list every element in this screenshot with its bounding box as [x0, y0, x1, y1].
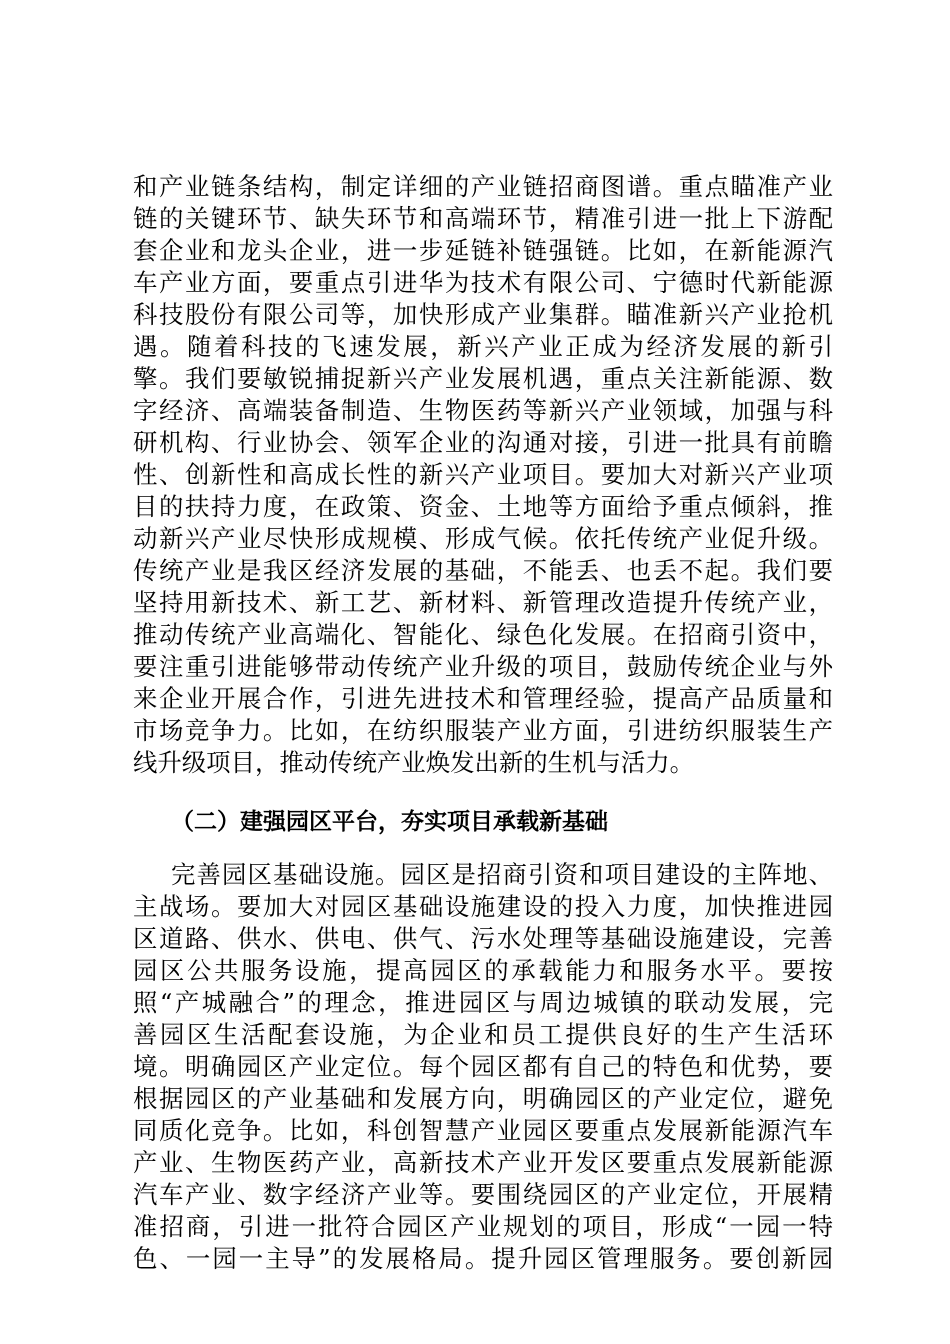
paragraph-line: 要注重引进能够带动传统产业升级的项目，鼓励传统企业与外 — [133, 652, 833, 681]
paragraph-line: 色、一园一主导”的发展格局。提升园区管理服务。要创新园 — [133, 1244, 833, 1273]
paragraph-line: 主战场。要加大对园区基础设施建设的投入力度，加快推进园 — [133, 892, 833, 921]
section-heading: （二）建强园区平台，夯实项目承载新基础 — [171, 809, 608, 835]
paragraph-line: 遇。随着科技的飞速发展，新兴产业正成为经济发展的新引 — [133, 332, 833, 361]
paragraph-line: 汽车产业、数字经济产业等。要围绕园区的产业定位，开展精 — [133, 1180, 833, 1209]
paragraph-line: 性、创新性和高成长性的新兴产业项目。要加大对新兴产业项 — [133, 460, 833, 489]
paragraph-line: 园区公共服务设施，提高园区的承载能力和服务水平。要按 — [133, 956, 833, 985]
paragraph-line: 区道路、供水、供电、供气、污水处理等基础设施建设，完善 — [133, 924, 833, 953]
paragraph-line: 产业、生物医药产业，高新技术产业开发区要重点发展新能源 — [133, 1148, 833, 1177]
paragraph-line: 字经济、高端装备制造、生物医药等新兴产业领域，加强与科 — [133, 396, 833, 425]
paragraph-line: 研机构、行业协会、领军企业的沟通对接，引进一批具有前瞻 — [133, 428, 833, 457]
paragraph-line: 动新兴产业尽快形成规模、形成气候。依托传统产业促升级。 — [133, 524, 833, 553]
paragraph-line: 车产业方面，要重点引进华为技术有限公司、宁德时代新能源 — [133, 268, 833, 297]
paragraph-line: 准招商，引进一批符合园区产业规划的项目，形成“一园一特 — [133, 1212, 833, 1241]
paragraph-line: 照“产城融合”的理念，推进园区与周边城镇的联动发展，完 — [133, 988, 833, 1017]
paragraph-line: 线升级项目，推动传统产业焕发出新的生机与活力。 — [133, 748, 694, 777]
paragraph-line: 完善园区基础设施。园区是招商引资和项目建设的主阵地、 — [171, 860, 833, 889]
paragraph-line: 链的关键环节、缺失环节和高端环节，精准引进一批上下游配 — [133, 204, 833, 233]
paragraph-line: 传统产业是我区经济发展的基础，不能丢、也丢不起。我们要 — [133, 556, 833, 585]
paragraph-line: 坚持用新技术、新工艺、新材料、新管理改造提升传统产业， — [133, 588, 833, 617]
paragraph-line: 擎。我们要敏锐捕捉新兴产业发展机遇，重点关注新能源、数 — [133, 364, 833, 393]
paragraph-line: 根据园区的产业基础和发展方向，明确园区的产业定位，避免 — [133, 1084, 833, 1113]
paragraph-line: 同质化竞争。比如，科创智慧产业园区要重点发展新能源汽车 — [133, 1116, 833, 1145]
paragraph-line: 和产业链条结构，制定详细的产业链招商图谱。重点瞄准产业 — [133, 172, 833, 201]
paragraph-line: 推动传统产业高端化、智能化、绿色化发展。在招商引资中， — [133, 620, 833, 649]
paragraph-line: 市场竞争力。比如，在纺织服装产业方面，引进纺织服装生产 — [133, 716, 833, 745]
paragraph-line: 科技股份有限公司等，加快形成产业集群。瞄准新兴产业抢机 — [133, 300, 833, 329]
paragraph-line: 来企业开展合作，引进先进技术和管理经验，提高产品质量和 — [133, 684, 833, 713]
paragraph-line: 套企业和龙头企业，进一步延链补链强链。比如，在新能源汽 — [133, 236, 833, 265]
paragraph-line: 境。明确园区产业定位。每个园区都有自己的特色和优势，要 — [133, 1052, 833, 1081]
paragraph-line: 目的扶持力度，在政策、资金、土地等方面给予重点倾斜，推 — [133, 492, 833, 521]
paragraph-line: 善园区生活配套设施，为企业和员工提供良好的生产生活环 — [133, 1020, 833, 1049]
